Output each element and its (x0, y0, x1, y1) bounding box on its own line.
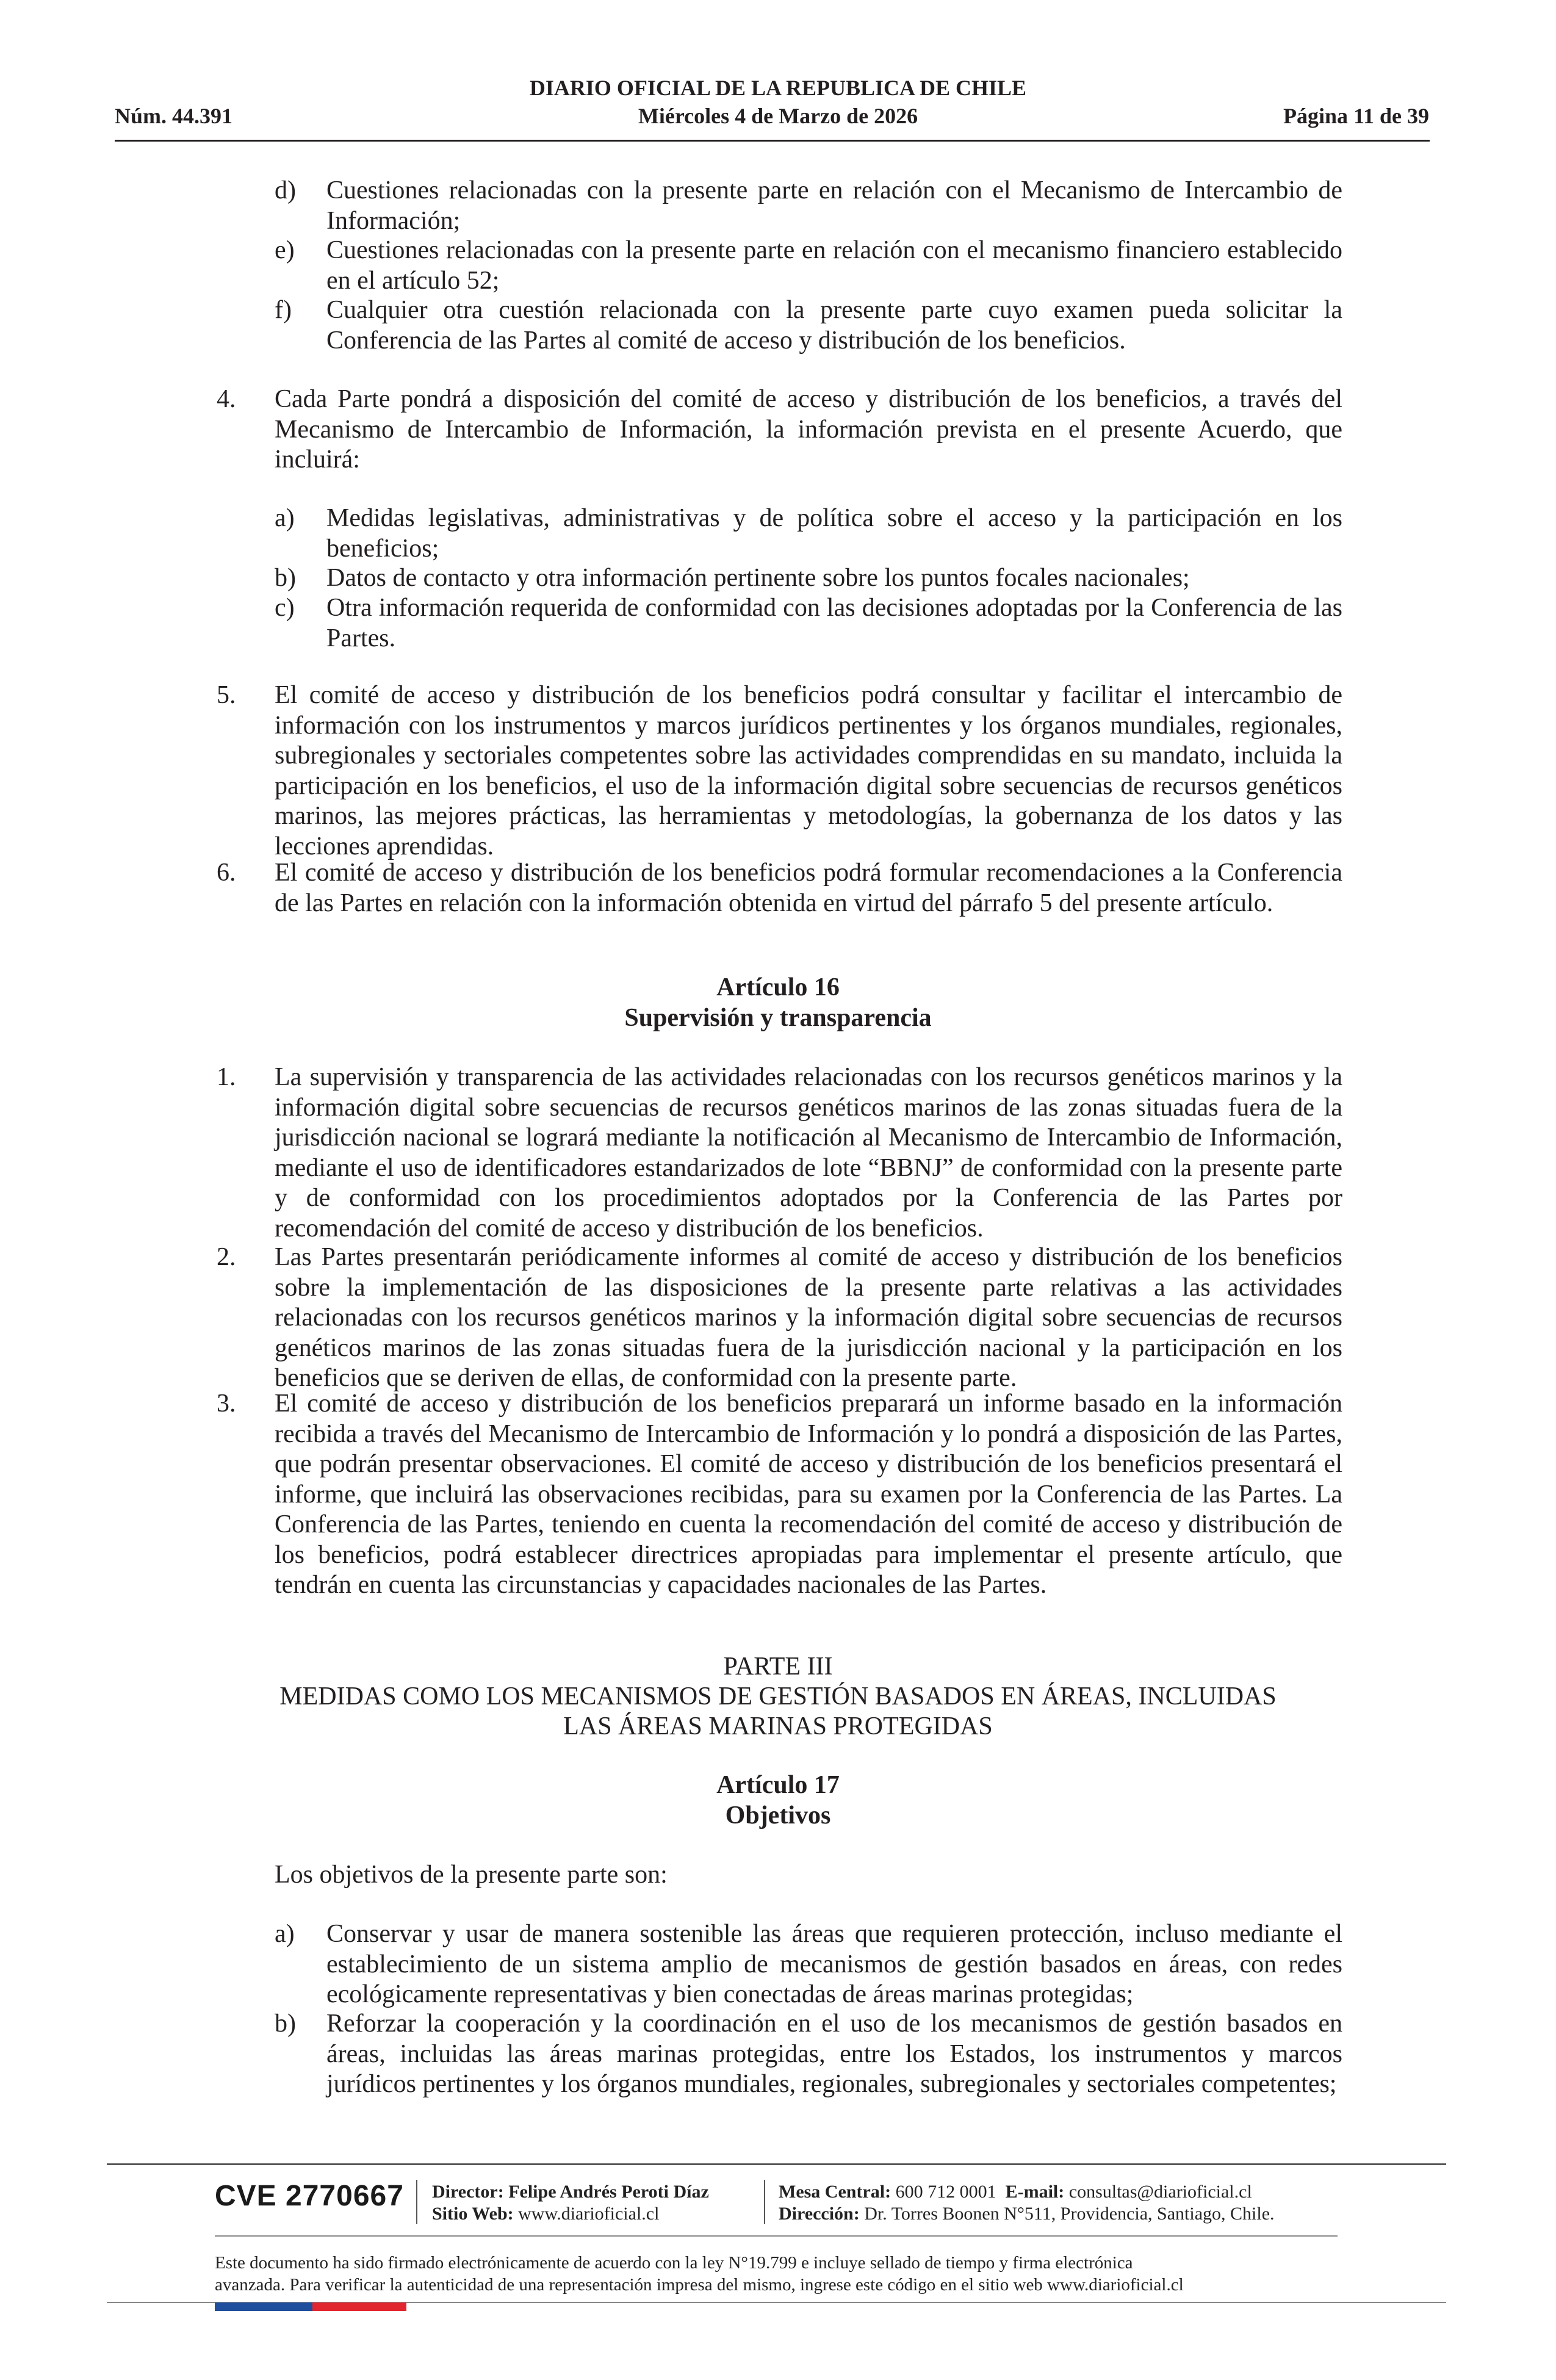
list-item-label: d) (275, 176, 296, 204)
website-label: Sitio Web: (432, 2204, 514, 2224)
director-name: Felipe Andrés Peroti Díaz (508, 2182, 709, 2202)
footer-contact (779, 2181, 1252, 2203)
footer-divider (416, 2180, 417, 2224)
list-item-text: Otra información requerida de conformidad con las decisiones adoptadas por la Conferencia de las Partes. (326, 594, 1342, 652)
paragraph-number: 6. (217, 859, 236, 887)
paragraph-text: El comité de acceso y distribución de los beneficios podrá formular recomendaciones a la Conferencia de las Partes en relación con la información obtenida en virtud del párrafo 5 del presente artículo. (275, 859, 1342, 917)
paragraph-text: Las Partes presentarán periódicamente informes al comité de acceso y distribución de los beneficios sobre la implementación de las disposiciones de la presente parte relativas a las actividades relacionadas con los recursos genéticos marinos y la información digital sobre secuencias de recursos genéticos marinos de las zonas situadas fuera de la jurisdicción nacional y la participación en los beneficios que se deriven de ellas, de conformidad con la presente parte. (275, 1243, 1342, 1392)
article-intro: Los objetivos de la presente parte son: (275, 1861, 668, 1889)
page-number: Página 11 de 39 (1283, 104, 1429, 128)
header-rule (115, 140, 1430, 142)
list-item-text: Datos de contacto y otra información pertinente sobre los puntos focales nacionales; (326, 564, 1190, 592)
address-label: Dirección: (779, 2204, 860, 2224)
legal-notice-line2: avanzada. Para verificar la autenticidad de una representación impresa del mismo, ingrese este código en el sitio web www.diarioficial.cl (215, 2275, 1184, 2295)
article-title: Artículo 17 (716, 1771, 840, 1799)
part-heading-line: LAS ÁREAS MARINAS PROTEGIDAS (563, 1712, 993, 1740)
list-item-label: c) (275, 594, 295, 622)
list-item-label: a) (275, 504, 295, 532)
legal-notice-line1: Este documento ha sido firmado electrónicamente de acuerdo con la ley N°19.799 e incluye sellado de tiempo y firma electrónica (215, 2253, 1133, 2273)
list-item-label: e) (275, 236, 295, 264)
footer-rule (107, 2163, 1446, 2165)
flag-stripe-blue (215, 2302, 312, 2311)
footer-thin-rule (215, 2235, 1338, 2237)
list-item-label: a) (275, 1920, 295, 1948)
list-item-label: b) (275, 564, 296, 592)
paragraph-text: El comité de acceso y distribución de los beneficios preparará un informe basado en la información recibida a través del Mecanismo de Intercambio de Información y lo pondrá a disposición de las Partes, que podrán presentar observaciones. El comité de acceso y distribución de los beneficios presentará el informe, que incluirá las observaciones recibidas, para su examen por la Conferencia de las Partes. La Conferencia de las Partes, teniendo en cuenta la recomendación del comité de acceso y distribución de los beneficios, podrá establecer directrices apropiadas para implementar el presente artículo, que tendrán en cuenta las circunstancias y capacidades nacionales de las Partes. (275, 1390, 1342, 1599)
footer-website (432, 2203, 659, 2225)
article-subtitle: Objetivos (725, 1801, 831, 1830)
list-item-text: Reforzar la cooperación y la coordinación en el uso de los mecanismos de gestión basados en áreas, incluidas las áreas marinas protegidas, entre los Estados, los instrumentos y marcos jurídicos pertinentes y los órganos mundiales, regionales, subregionales y sectoriales competentes; (326, 2010, 1342, 2098)
paragraph-number: 3. (217, 1390, 236, 1418)
list-item-text: Medidas legislativas, administrativas y de política sobre el acceso y la participación en los beneficios; (326, 504, 1342, 563)
article-subtitle: Supervisión y transparencia (624, 1004, 932, 1032)
email-link[interactable]: consultas@diarioficial.cl (1068, 2182, 1252, 2202)
email-label: E-mail: (1005, 2182, 1065, 2202)
list-item-text: Conservar y usar de manera sostenible las áreas que requieren protección, incluso mediante el establecimiento de un sistema amplio de mecanismos de gestión basados en áreas, con redes ecológicamente representativas y bien conectadas de áreas marinas protegidas; (326, 1920, 1342, 2008)
footer-divider (764, 2180, 765, 2224)
part-heading-line: MEDIDAS COMO LOS MECANISMOS DE GESTIÓN BASADOS EN ÁREAS, INCLUIDAS (279, 1682, 1277, 1711)
paragraph-text: La supervisión y transparencia de las actividades relacionadas con los recursos genéticos marinos y la información digital sobre secuencias de recursos genéticos marinos de las zonas situadas fuera de la jurisdicción nacional se logrará mediante la notificación al Mecanismo de Intercambio de Información, mediante el uso de identificadores estandarizados de lote “BBNJ” de conformidad con la presente parte y de conformidad con los procedimientos adoptados por la Conferencia de las Partes por recomendación del comité de acceso y distribución de los beneficios. (275, 1063, 1342, 1242)
address-text: Dr. Torres Boonen N°511, Providencia, Santiago, Chile. (864, 2204, 1275, 2224)
website-link[interactable]: www.diarioficial.cl (518, 2204, 660, 2224)
mesa-phone: 600 712 0001 (895, 2182, 996, 2202)
publication-date: Miércoles 4 de Marzo de 2026 (638, 104, 918, 128)
issue-number: Núm. 44.391 (115, 104, 233, 128)
paragraph-text: Cada Parte pondrá a disposición del comité de acceso y distribución de los beneficios, a través del Mecanismo de Intercambio de Información, la información prevista en el presente Acuerdo, que incluirá: (275, 385, 1342, 474)
cve-code: CVE 2770667 (215, 2180, 404, 2212)
paragraph-number: 1. (217, 1063, 236, 1091)
footer-director (432, 2181, 709, 2203)
article-title: Artículo 16 (716, 973, 840, 1001)
paragraph-number: 5. (217, 681, 236, 709)
mesa-label: Mesa Central: (779, 2182, 891, 2202)
paragraph-text: El comité de acceso y distribución de los beneficios podrá consultar y facilitar el intercambio de información con los instrumentos y marcos jurídicos pertinentes y los órganos mundiales, regionales, subregionales y sectoriales competentes sobre las actividades comprendidas en su mandato, incluida la participación en los beneficios, el uso de la información digital sobre secuencias de recursos genéticos marinos, las mejores prácticas, las herramientas y metodologías, la gobernanza de los datos y las lecciones aprendidas. (275, 681, 1342, 860)
list-item-text: Cuestiones relacionadas con la presente parte en relación con el mecanismo financiero establecido en el artículo 52; (326, 236, 1342, 295)
paragraph-number: 2. (217, 1243, 236, 1271)
list-item-text: Cuestiones relacionadas con la presente parte en relación con el Mecanismo de Intercambio de Información; (326, 176, 1342, 235)
part-heading: PARTE III (723, 1653, 833, 1681)
list-item-text: Cualquier otra cuestión relacionada con la presente parte cuyo examen pueda solicitar la Conferencia de las Partes al comité de acceso y distribución de los beneficios. (326, 296, 1342, 355)
publication-title: DIARIO OFICIAL DE LA REPUBLICA DE CHILE (529, 76, 1027, 100)
paragraph-number: 4. (217, 385, 236, 413)
director-label: Director: (432, 2182, 504, 2202)
list-item-label: f) (275, 296, 292, 324)
footer-address (779, 2203, 1275, 2225)
flag-stripe-red (312, 2302, 406, 2311)
list-item-label: b) (275, 2010, 296, 2038)
